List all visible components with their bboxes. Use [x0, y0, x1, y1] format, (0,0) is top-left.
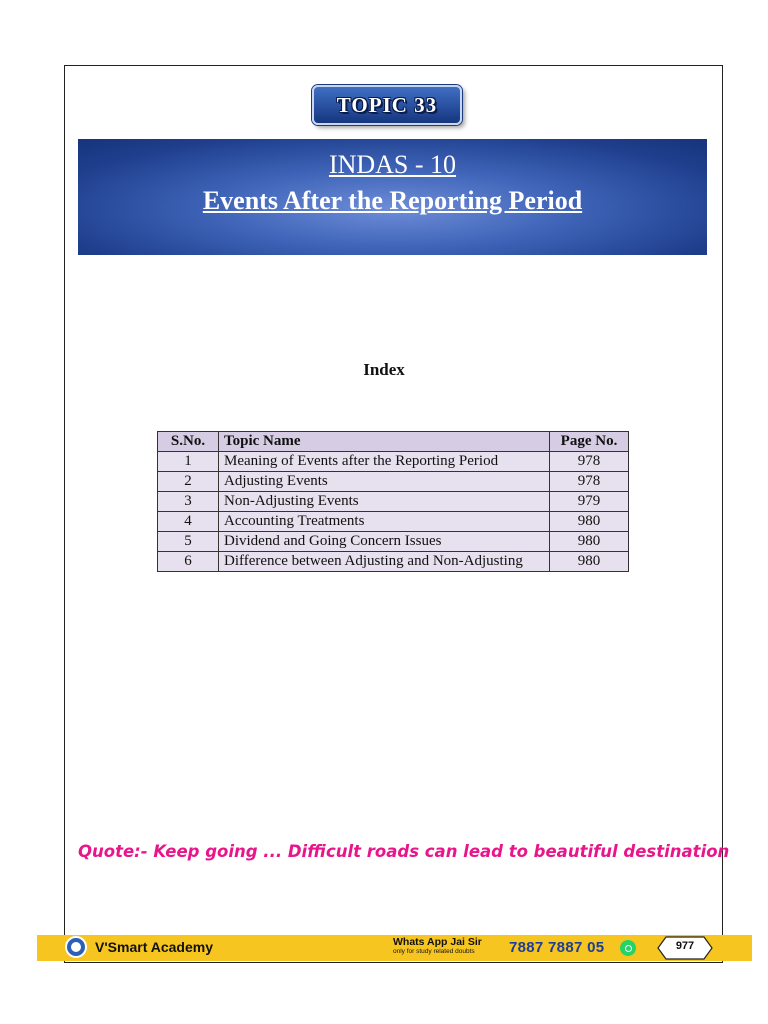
title-banner	[78, 139, 707, 255]
row-page: 980	[550, 552, 629, 572]
row-sno: 4	[158, 512, 219, 532]
row-topic: Non-Adjusting Events	[219, 492, 550, 512]
table-row	[158, 552, 629, 572]
index-heading: Index	[363, 360, 405, 379]
page-number-badge	[656, 935, 714, 961]
whatsapp-note: only for study related doubts	[393, 948, 475, 955]
whatsapp-label: Whats App Jai Sir	[393, 936, 482, 948]
row-sno: 1	[158, 452, 219, 472]
academy-name: V'Smart Academy	[95, 939, 213, 955]
row-page: 979	[550, 492, 629, 512]
phone-number: 7887 7887 05	[509, 939, 605, 956]
topic-badge	[312, 85, 462, 125]
row-topic: Difference between Adjusting and Non-Adjusting	[219, 552, 550, 572]
row-sno: 2	[158, 472, 219, 492]
table-row	[158, 492, 629, 512]
motivational-quote: Quote:- Keep going ... Difficult roads can lead to beautiful destination	[78, 842, 730, 861]
row-topic: Dividend and Going Concern Issues	[219, 532, 550, 552]
index-table	[157, 431, 629, 572]
table-row	[158, 512, 629, 532]
page-number: 977	[675, 940, 695, 952]
row-topic: Accounting Treatments	[219, 512, 550, 532]
header-sno: S.No.	[158, 432, 219, 452]
row-sno: 3	[158, 492, 219, 512]
row-page: 980	[550, 532, 629, 552]
banner-title: Events After the Reporting Period	[202, 186, 583, 215]
table-row	[158, 472, 629, 492]
row-topic: Meaning of Events after the Reporting Period	[219, 452, 550, 472]
table-row	[158, 532, 629, 552]
topic-badge-label: TOPIC 33	[336, 92, 438, 117]
table-row	[158, 452, 629, 472]
index-header-row	[158, 432, 629, 452]
row-sno: 6	[158, 552, 219, 572]
whatsapp-contact	[393, 936, 482, 956]
row-topic: Adjusting Events	[219, 472, 550, 492]
footer-bar	[37, 935, 752, 961]
whatsapp-icon	[620, 940, 636, 956]
row-page: 980	[550, 512, 629, 532]
banner-standard: INDAS - 10	[328, 150, 457, 179]
academy-logo-icon	[65, 936, 87, 958]
header-page: Page No.	[550, 432, 629, 452]
row-page: 978	[550, 472, 629, 492]
row-sno: 5	[158, 532, 219, 552]
row-page: 978	[550, 452, 629, 472]
header-topic: Topic Name	[219, 432, 550, 452]
